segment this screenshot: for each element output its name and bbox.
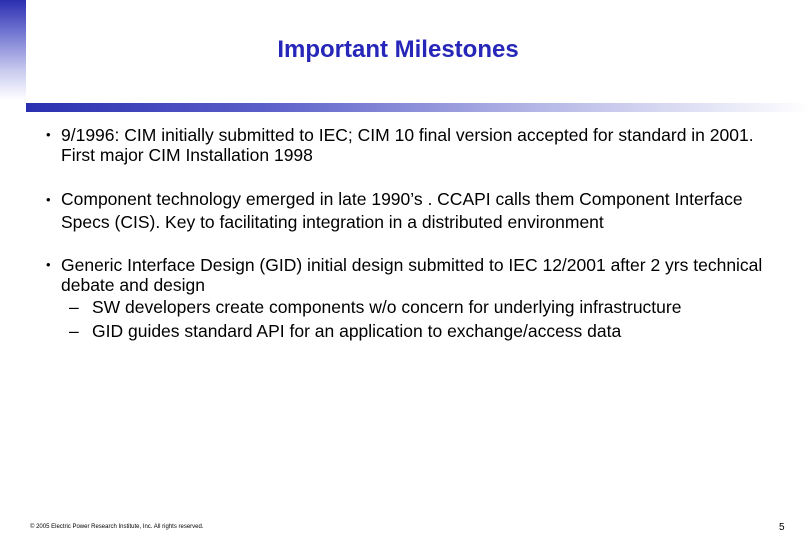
sub-bullet-dash: – — [69, 321, 79, 341]
title-underline-rule — [26, 103, 810, 112]
bullet-mark: • — [46, 127, 51, 142]
sub-bullet-dash: – — [69, 297, 79, 317]
bullet-item — [44, 125, 784, 165]
copyright-footer: © 2005 Electric Power Research Institute, Inc. All rights reserved. — [30, 524, 204, 530]
bullet-mark: • — [46, 257, 51, 272]
slide-content — [44, 125, 784, 341]
bullet-text: Generic Interface Design (GID) initial design submitted to IEC 12/2001 after 2 yrs technical debate and design — [61, 255, 763, 295]
sub-bullet-text: GID guides standard API for an application to exchange/access data — [92, 321, 622, 341]
bullet-text: Component technology emerged in late 1990’s . CCAPI calls them Component Interface Specs (CIS). Key to facilitating integration in a distributed environment — [61, 189, 743, 232]
bullet-text: 9/1996: CIM initially submitted to IEC; CIM 10 final version accepted for standard in 2001. First major CIM Installation 1998 — [61, 125, 754, 165]
sub-bullet-item — [44, 322, 784, 341]
bullet-mark: • — [46, 192, 51, 207]
slide-title: Important Milestones — [277, 36, 519, 63]
bullet-item — [44, 255, 784, 295]
page-number: 5 — [779, 522, 785, 533]
bullet-item — [44, 188, 784, 234]
sub-bullet-item — [44, 298, 784, 317]
sub-bullet-text: SW developers create components w/o concern for underlying infrastructure — [92, 297, 682, 317]
